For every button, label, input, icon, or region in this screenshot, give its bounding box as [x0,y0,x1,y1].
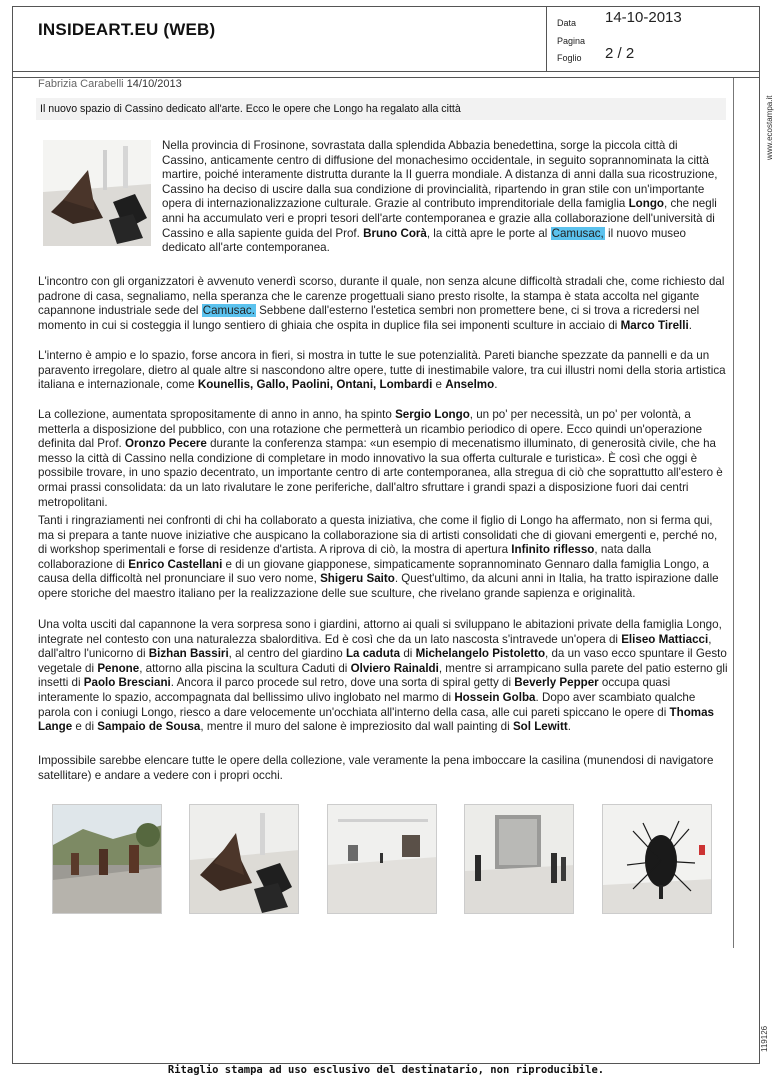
gallery-photo-garden [52,804,162,914]
data-label: Data [557,18,577,28]
highlight-camusac: Camusac. [202,304,255,318]
gallery-photo-hall-sculpture [189,804,299,914]
article-headline: Il nuovo spazio di Cassino dedicato all'arte. Ecco le opere che Longo ha regalato alla città [36,98,726,120]
byline [38,78,182,90]
gallery-photo-spiky-sculpture [602,804,712,914]
article-paragraph-6: Una volta usciti dal capannone la vera sorpresa sono i giardini, attorno ai quali si sviluppano le abitazioni private della famiglia Longo, integrate nel contesto con una naturalezza sbalorditiva. Ed è così che da un lato nascosta s'intravede un'opera di Eliseo Mattiacci, dall'altro l'unicorno di Bizhan Bassiri, al centro del giardino La caduta di Michelangelo Pistoletto, da un vaso ecco spuntare il Gesto vegetale di Penone, attorno alla piscina la scultura Caduti di Olviero Rainaldi, mentre si arrampicano sulla parete del patio esterno gli insetti di Paolo Bresciani. Ancora il parco procede sul retro, dove una sorta di spiral getty di Beverly Pepper occupa quasi interamente lo spazio, accompagnata dal bellissimo ulivo inglobato nel marmo di Hossein Golba. Dopo aver scambiato qualche parola con i coniugi Longo, riesco a dare velocemente un'occhiata all'interno della casa, alle cui pareti spiccano le opere di Thomas Lange e di Sampaio de Sousa, mentre il muro del salone è impreziosito dal wall painting di Sol Lewitt. [38,618,728,734]
article-paragraph-7: Impossibile sarebbe elencare tutte le opere della collezione, vale veramente la pena imboccare la casilina (munendosi di navigatore satellitare) e andare a vedere con i propri occhi. [38,754,714,782]
footer-disclaimer: Ritaglio stampa ad uso esclusivo del destinatario, non riproducibile. [167,1064,605,1076]
foglio-label: Foglio [557,53,582,63]
clipping-code: 119126 [760,1025,769,1052]
header-source-box [12,6,547,72]
article-paragraph-3: L'interno è ampio e lo spazio, forse ancora in fieri, si mostra in tutte le sue potenzialità. Pareti bianche spezzate da pannelli e da un paravento irregolare, dietro al quale altre si nascondono altre opere, tutte di inestimabile valore, tra cui illustri nomi della storia artistica italiana e internazionale, come Kounellis, Gallo, Paolini, Ontani, Lombardi e Anselmo. [38,349,726,392]
author-name: Fabrizia Carabelli [38,78,124,90]
column-rule [733,78,734,948]
article-paragraph-4: La collezione, aumentata spropositamente di anno in anno, ha spinto Sergio Longo, un po' per necessità, un po' per volontà, a metterla a disposizione del pubblico, con una rotazione che permetterà un ricambio periodico di opere. Ecco quindi un'operazione definita dal Prof. Oronzo Pecere durante la conferenza stampa: «un esempio di mecenatismo illuminato, di generosità civile, che ha messo la città di Cassino nella condizione di completare in modo innovativo la sua offerta culturale e turistica». È così che oggi è possibile trovare, in uno spazio decentrato, un importante centro di arte contemporanea, alla stregua di ciò che soprattutto all'estero è ormai prassi consolidata: da un lato rivalutare le zone periferiche, dall'altro sfruttare i grandi spazi a disposizione fuori dai centri metropolitani. [38,408,723,509]
byline-date: 14/10/2013 [126,78,182,90]
ecostampa-watermark: www.ecostampa.it [765,95,774,160]
foglio-value: 2 / 2 [605,45,635,62]
gallery-photo-hall-wide [327,804,437,914]
article-paragraph-2: L'incontro con gli organizzatori è avvenuto venerdì scorso, durante il quale, non senza alcune difficoltà stradali che, come richiesto dal padrone di casa, segnaliamo, nella speranza che le carenze progettuali siano presto risolte, la stampa è stata accolta nel gigante capannone industriale sede del Camusac. Sebbene dall'esterno l'estetica sembri non promettere bene, ci si trova a ricredersi nel momento in cui si costeggia il lungo sentiero di ghiaia che ospita in duplice fila sei imponenti sculture in acciaio di Marco Tirelli. [38,275,725,332]
header-meta-box [547,6,760,72]
highlight-camusac: Camusac, [551,226,604,240]
pagina-label: Pagina [557,36,586,46]
article-paragraph-5: Tanti i ringraziamenti nei confronti di chi ha collaborato a questa iniziativa, che come il figlio di Longo ha affermato, non si ferma qui, ma si prepara a tante nuove iniziative che auspicano la collaborazione sia di artisti consolidati che di giovani emergenti e, perché no, di workshop sperimentali e forse di residenze d'artista. A riprova di ciò, la mostra di apertura Infinito riflesso, nata dalla collaborazione di Enrico Castellani e di un giovane giapponese, simpaticamente soprannominato Gennaro dalla famiglia Longo, a causa della difficoltà nel pronunciare il suo vero nome, Shigeru Saito. Quest'ultimo, da alcuni anni in Italia, ha tratto ispirazione dalle opere storiche del maestro italiano per la realizzazione delle sue sculture, che rivelano grande sapienza e originalità. [38,514,719,600]
source-title: INSIDEART.EU (WEB) [38,20,216,39]
article-lead-image [43,140,151,246]
data-value: 14-10-2013 [605,9,682,26]
article-paragraph-1: Nella provincia di Frosinone, sovrastata dalla splendida Abbazia benedettina, sorge la piccola città di Cassino, anticamente centro di diffusione del monachesimo occidentale, in seguito soprannominata la città martire, poiché interamente distrutta durante la II guerra mondiale. A distanza di anni dalla sua ricostruzione, Cassino ha deciso di uscire dalla sua condizione di provincialità, ripartendo in gran stile con un'importante opera di internazionalizzazione culturale. Grazie al contributo imprenditoriale della famiglia Longo, che negli anni ha accumulato veri e propri tesori dell'arte contemporanea e grazie alla collaborazione dell'università di Cassino e alla sapiente guida del Prof. Bruno Corà, la città apre le porte al Camusac, il nuovo museo dedicato all'arte contemporanea. [162,139,718,255]
gallery-photo-visitors [464,804,574,914]
